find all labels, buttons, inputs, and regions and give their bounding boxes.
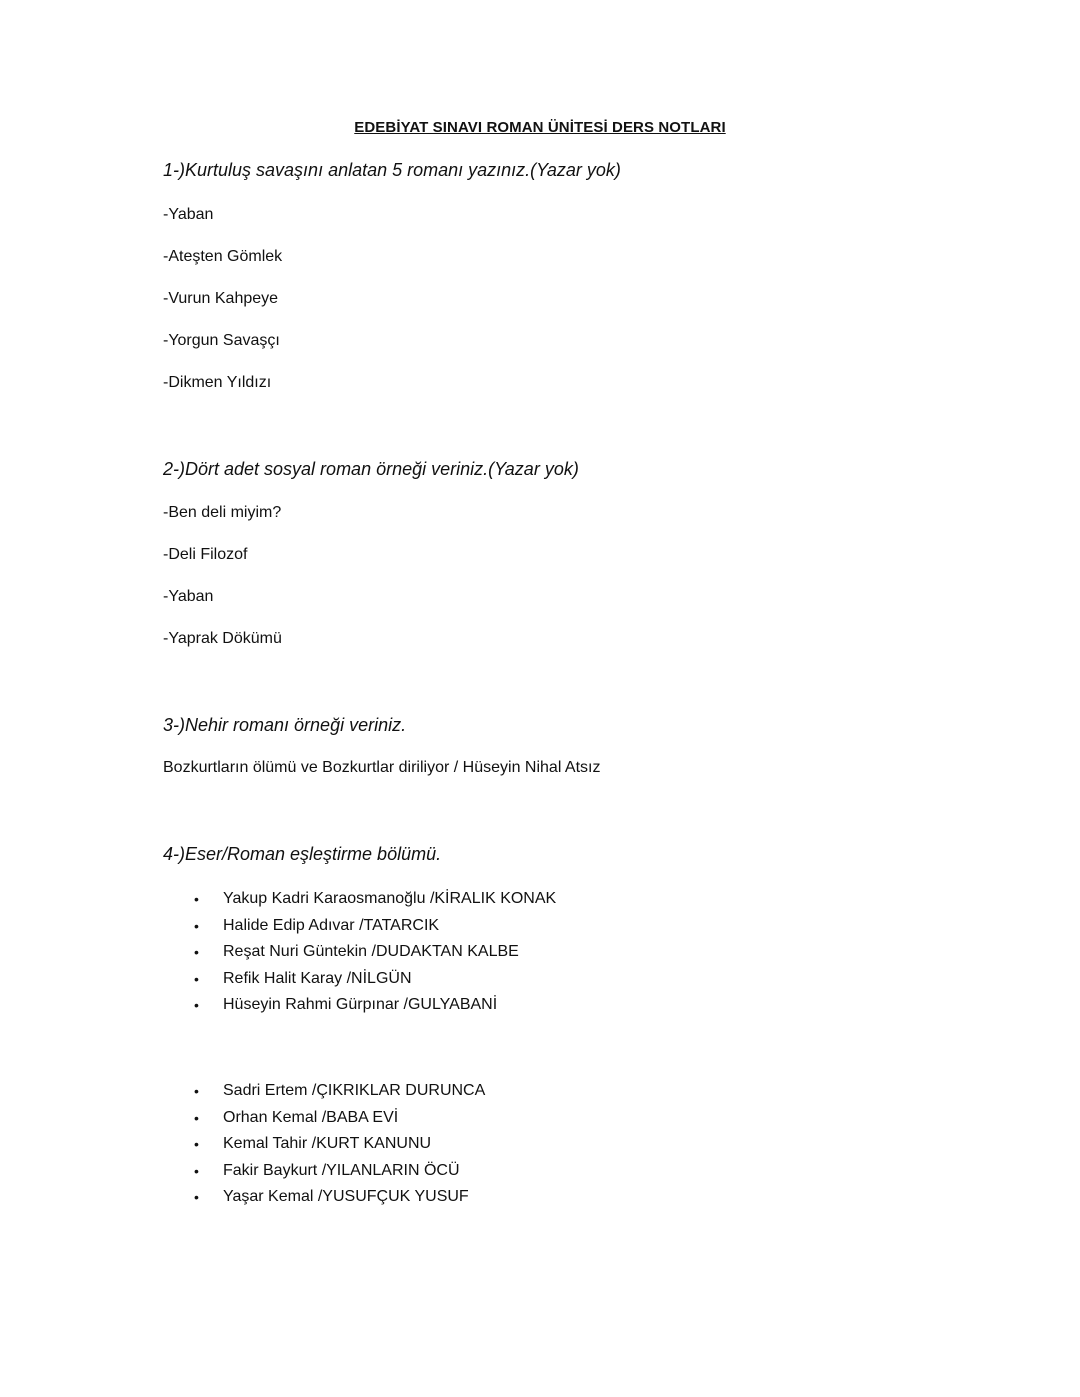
bullet-icon: •	[194, 1083, 199, 1099]
list-item-text: Fakir Baykurt /YILANLARIN ÖCÜ	[223, 1161, 460, 1179]
question-3: 3-)Nehir romanı örneği veriniz.	[163, 715, 407, 735]
bullet-icon: •	[194, 1162, 199, 1179]
answer-1-5: -Dikmen Yıldızı	[163, 374, 272, 391]
list-item-text: Orhan Kemal /BABA EVİ	[223, 1108, 399, 1126]
question-1: 1-)Kurtuluş savaşını anlatan 5 romanı yazınız.(Yazar yok)	[163, 160, 621, 180]
list-item-text: Refik Halit Karay /NİLGÜN	[223, 969, 412, 987]
list-item-text: Reşat Nuri Güntekin /DUDAKTAN KALBE	[223, 943, 519, 961]
answer-2-1: -Ben deli miyim?	[163, 504, 282, 521]
question-4: 4-)Eser/Roman eşleştirme bölümü.	[163, 844, 442, 864]
bullet-icon: •	[194, 1136, 199, 1153]
answer-3-1: Bozkurtların ölümü ve Bozkurtlar diriliyor / Hüseyin Nihal Atsız	[163, 759, 601, 776]
bullet-icon: •	[194, 944, 199, 961]
bullet-icon: •	[194, 891, 199, 907]
document-title: EDEBİYAT SINAVI ROMAN ÜNİTESİ DERS NOTLARI	[354, 119, 726, 136]
answer-1-4: -Yorgun Savaşçı	[163, 332, 280, 349]
list-item-text: Sadri Ertem /ÇIKRIKLAR DURUNCA	[223, 1082, 486, 1099]
list-item-text: Yaşar Kemal /YUSUFÇUK YUSUF	[223, 1188, 469, 1206]
list-item-text: Kemal Tahir /KURT KANUNU	[223, 1135, 432, 1153]
bullet-icon: •	[194, 997, 199, 1014]
bullet-icon: •	[194, 917, 199, 934]
question-2: 2-)Dört adet sosyal roman örneği veriniz.(Yazar yok)	[163, 459, 579, 479]
answer-1-3: -Vurun Kahpeye	[163, 290, 279, 307]
answer-2-2: -Deli Filozof	[163, 546, 248, 563]
bullet-icon: •	[194, 1189, 199, 1206]
bullet-icon: •	[194, 1109, 199, 1126]
list-item-text: Halide Edip Adıvar /TATARCIK	[223, 916, 440, 934]
list-item-text: Yakup Kadri Karaosmanoğlu /KİRALIK KONAK	[223, 890, 557, 907]
answer-1-1: -Yaban	[163, 206, 214, 223]
answer-2-3: -Yaban	[163, 588, 214, 605]
answer-2-4: -Yaprak Dökümü	[163, 630, 282, 647]
answer-1-2: -Ateşten Gömlek	[163, 248, 283, 265]
bullet-icon: •	[194, 970, 199, 987]
list-item-text: Hüseyin Rahmi Gürpınar /GULYABANİ	[223, 996, 498, 1014]
